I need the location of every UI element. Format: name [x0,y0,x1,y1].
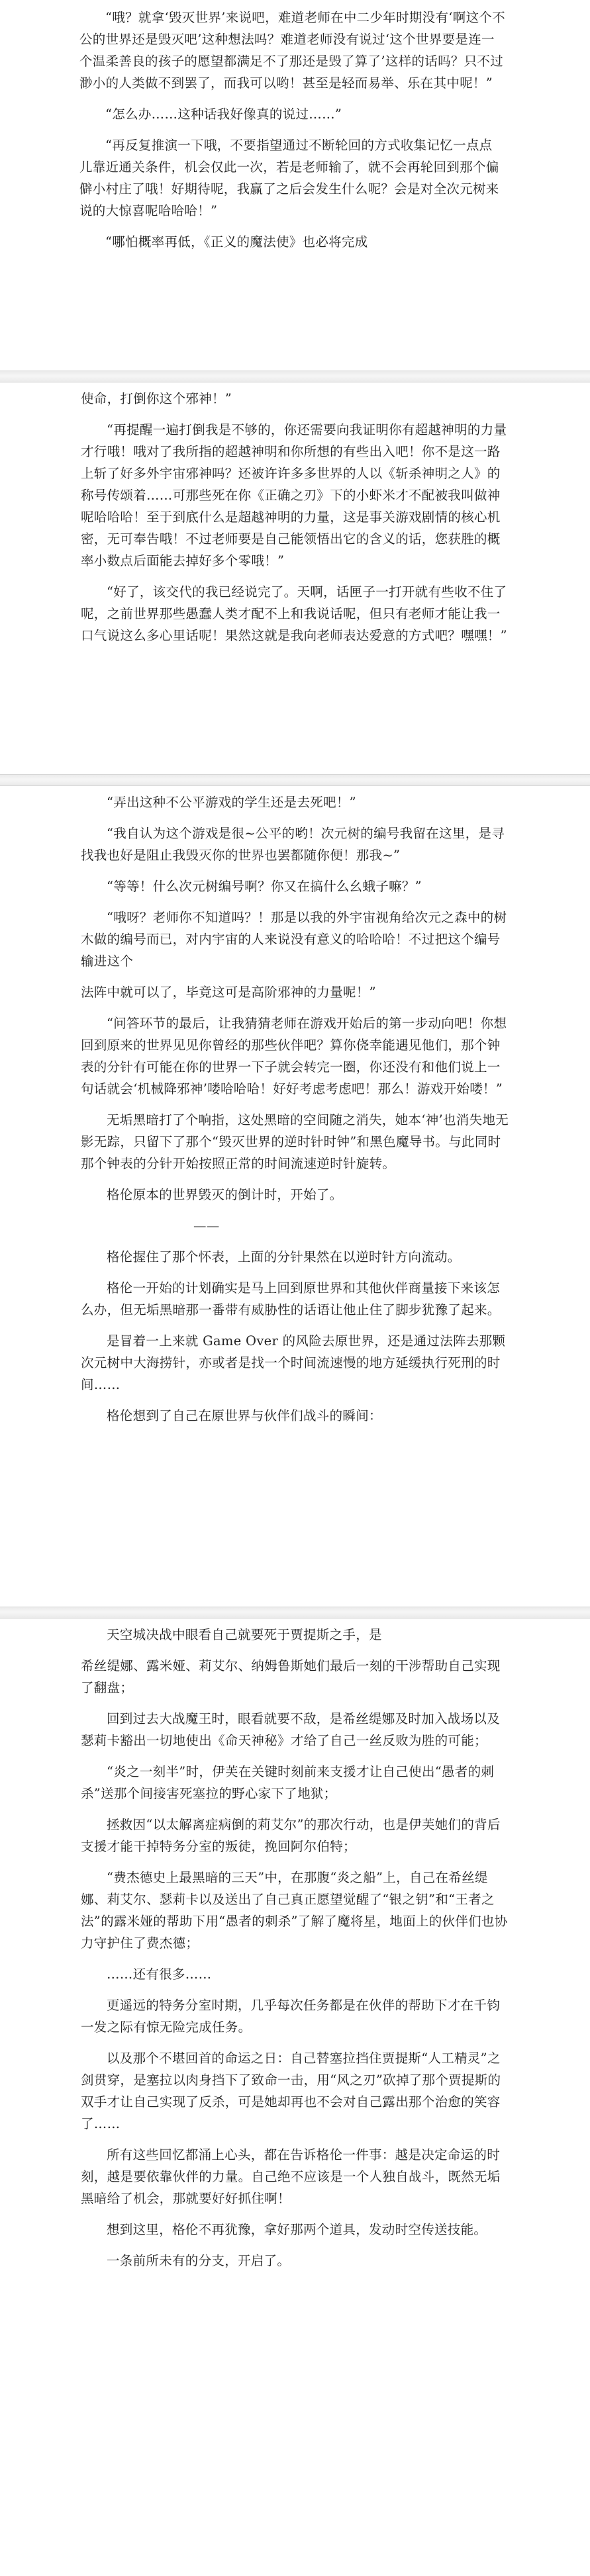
page-segment-1 [0,0,590,371]
paragraph: “我自认为这个游戏是很~公平的哟！次元树的编号我留在这里，是寻找我也好是阻止我毁灭你的世界也罢都随你便！那我~” [81,826,505,863]
paragraph: “炎之一刻半”时，伊芙在关键时刻前来支援才让自己使出“愚者的刺杀”送那个间接害死塞拉的野心家下了地狱； [81,1764,495,1801]
section-separator: —— [193,1218,220,1233]
paragraph: 格伦想到了自己在原世界与伙伴们战斗的瞬间： [107,1408,382,1423]
paragraph: “哦呀？老师你不知道吗？！那是以我的外宇宙视角给次元之森中的树木做的编号而已，对内宇宙的人来说没有意义的哈哈哈！不过把这个编号输进这个 [81,910,507,969]
page-segment-2 [0,382,590,774]
page-segment-3 [0,786,590,1607]
paragraph: 使命，打倒你这个邪神！” [81,391,232,406]
page-segment-4 [0,1619,590,2576]
paragraph: “好了，该交代的我已经说完了。天啊，话匣子一打开就有些收不住了呢，之前世界那些愚蠢人类才配不上和我说话呢，但只有老师才能让我一口气说这么多心里话呢！果然这就是我向老师表达爱意的方式吧？嘿嘿！” [81,584,507,643]
paragraph: 法阵中就可以了，毕竟这可是高阶邪神的力量呢！” [81,985,376,1000]
page-divider [0,1607,590,1619]
page-divider [0,774,590,786]
paragraph: 无垢黑暗打了个响指，这处黑暗的空间随之消失，她本‘神’也消失地无影无踪，只留下了那个“毁灭世界的逆时针时钟”和黑色魔导书。与此同时那个钟表的分针开始按照正常的时间流速逆时针旋转。 [81,1112,509,1171]
paragraph: 格伦原本的世界毁灭的倒计时，开始了。 [107,1187,343,1202]
paragraph: “再反复推演一下哦，不要指望通过不断轮回的方式收集记忆一点点儿靠近通关条件，机会仅此一次，若是老师输了，就不会再轮回到那个偏僻小村庄了哦！好期待呢，我赢了之后会发生什么呢？会是对全次元树来说的大惊喜呢哈哈哈！” [79,138,499,218]
paragraph: “弄出这种不公平游戏的学生还是去死吧！” [107,795,356,810]
paragraph: 以及那个不堪回首的命运之日：自己替塞拉挡住贾提斯“人工精灵”之剑贯穿，是塞拉以肉身挡下了致命一击，用“风之刃”砍掉了那个贾提斯的双手才让自己实现了反杀，可是她却再也不会对自己露出那个治愈的笑容了…… [81,2051,501,2131]
paragraph: 希丝缇娜、露米娅、莉艾尔、纳姆鲁斯她们最后一刻的干涉帮助自己实现了翻盘； [81,1658,501,1695]
page-divider [0,371,590,382]
paragraph: 是冒着一上来就 Game Over 的风险去原世界，还是通过法阵去那颗次元树中大海捞针，亦或者是找一个时间流速慢的地方延缓执行死刑的时间…… [81,1333,506,1392]
paragraph: 格伦握住了那个怀表，上面的分针果然在以逆时针方向流动。 [107,1249,461,1265]
paragraph: 所有这些回忆都涌上心头，都在告诉格伦一件事：越是决定命运的时刻，越是要依靠伙伴的力量。自己绝不应该是一个人独自战斗，既然无垢黑暗给了机会，那就要好好抓住啊！ [81,2147,501,2206]
paragraph: 回到过去大战魔王时，眼看就要不敌，是希丝缇娜及时加入战场以及瑟莉卡豁出一切地使出《命天神秘》才给了自己一丝反败为胜的可能； [81,1711,501,1748]
paragraph: 格伦一开始的计划确实是马上回到原世界和其他伙伴商量接下来该怎么办，但无垢黑暗那一番带有威胁性的话语让他止住了脚步犹豫了起来。 [81,1280,501,1317]
paragraph: 一条前所未有的分支，开启了。 [107,2253,291,2268]
paragraph: “等等！什么次元树编号啊？你又在搞什么幺蛾子嘛？” [107,879,422,894]
paragraph: 更遥远的特务分室时期，几乎每次任务都是在伙伴的帮助下才在千钧一发之际有惊无险完成任务。 [81,1998,501,2035]
paragraph: “费杰德史上最黑暗的三天”中，在那腹“炎之船”上，自己在希丝缇娜、莉艾尔、瑟莉卡以及送出了自己真正愿望觉醒了“银之钥”和“王者之法”的露米娅的帮助下用“愚者的刺杀”了解了魔将星，地面上的伙伴们也协力守护住了费杰德； [81,1870,508,1951]
paragraph: “问答环节的最后，让我猜猜老师在游戏开始后的第一步动向吧！你想回到原来的世界见见你曾经的那些伙伴吧？算你侥幸能遇见他们，那个钟表的分针有可能在你的世界一下子就会转完一圈，你还没有和他们说上一句话就会‘机械降邪神’喽哈哈哈！好好考虑考虑吧！那么！游戏开始喽！” [81,1016,507,1096]
paragraph: 想到这里，格伦不再犹豫，拿好那两个道具，发动时空传送技能。 [107,2222,487,2237]
paragraph: 天空城决战中眼看自己就要死于贾提斯之手，是 [107,1627,382,1642]
paragraph: “再提醒一遍打倒我是不够的，你还需要向我证明你有超越神明的力量才行哦！哦对了我所指的超越神明和你所想的有些出入吧！你不是这一路上斩了好多外宇宙邪神吗？还被许许多多世界的人以《斩杀神明之人》的称号传颂着……可那些死在你《正确之刃》下的小虾米才不配被我叫做神呢哈哈哈！至于到底什么是超越神明的力量，这是事关游戏剧情的核心机密，无可奉告哦！不过老师要是自己能领悟出它的含义的话，您获胜的概率小数点后面能去掉好多个零哦！” [81,422,507,568]
paragraph: “哪怕概率再低，《正义的魔法使》也必将完成 [105,234,368,249]
paragraph: ……还有很多…… [107,1967,212,1982]
paragraph: “怎么办……这种话我好像真的说过……” [105,107,342,122]
paragraph: “哦？就拿‘毁灭世界’来说吧，难道老师在中二少年时期没有‘啊这个不公的世界还是毁灭吧’这种想法吗？难道老师没有说过‘这个世界要是连一个温柔善良的孩子的愿望都满足不了那还是毁了算了’这样的话吗？只不过渺小的人类做不到罢了，而我可以哟！甚至是轻而易举、乐在其中呢！” [79,10,505,91]
paragraph: 拯救因“以太解离症病倒的莉艾尔”的那次行动，也是伊芙她们的背后支援才能干掉特务分室的叛徒，挽回阿尔伯特； [81,1817,501,1854]
